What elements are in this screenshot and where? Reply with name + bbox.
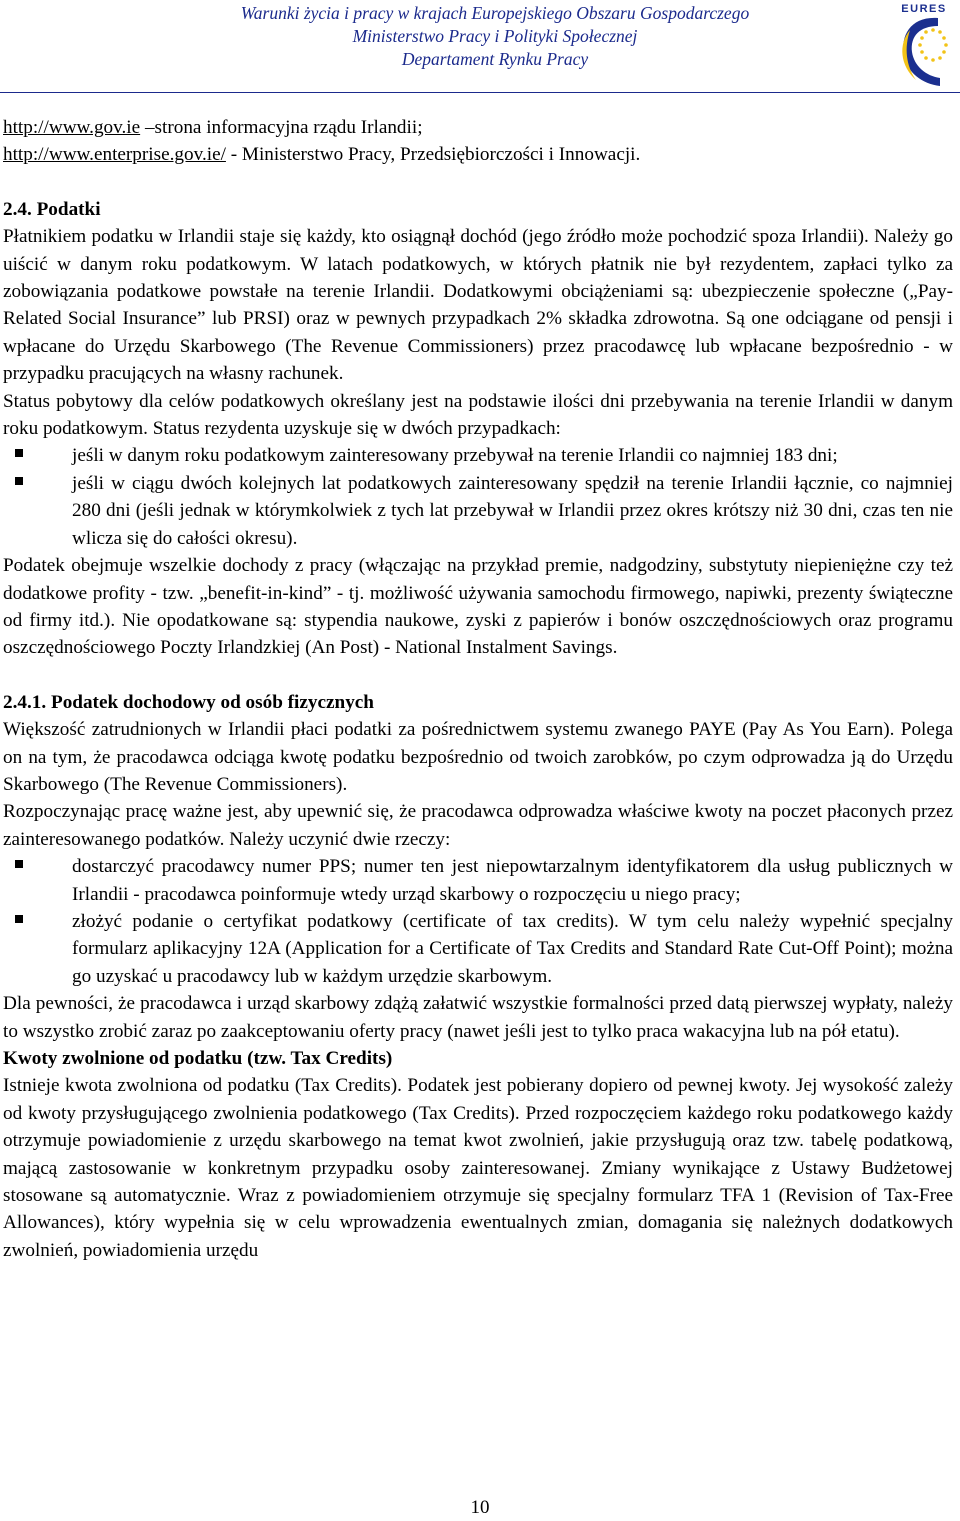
document-body bbox=[3, 114, 953, 1264]
square-bullet-icon bbox=[15, 860, 23, 868]
paragraph: Płatnikiem podatku w Irlandii staje się każdy, kto osiągnął dochód (jego źródło może pochodzić spoza Irlandii). Należy go uiścić w danym roku podatkowym. W latach podatkowych, w których płatnik nie był rezydentem, zapłaci tylko za zobowiązania podatkowe powstałe na terenie Irlandii. Dodatkowymi obciążeniami są: ubezpieczenie społeczne („Pay-Related Social Insurance” lub PRSI) oraz w pewnych przypadkach 2% składka zdrowotna. Są one odciągane od pensji i wpłacane do Urzędu Skarbowego (The Revenue Commissioners) przez pracodawcę lub wpłacane bezpośrednio - w przypadku pracujących na własny rachunek. bbox=[3, 226, 953, 385]
header-line-2: Ministerstwo Pracy i Polityki Społecznej bbox=[352, 26, 638, 46]
header-line-3: Departament Rynku Pracy bbox=[401, 49, 589, 69]
subsection-heading: Kwoty zwolnione od podatku (tzw. Tax Credits) bbox=[3, 1048, 393, 1069]
list-item: jeśli w danym roku podatkowym zainteresowany przebywał na terenie Irlandii co najmniej 183 dni; bbox=[72, 442, 953, 469]
section-heading: 2.4.1. Podatek dochodowy od osób fizycznych bbox=[3, 691, 374, 713]
paragraph: Dla pewności, że pracodawca i urząd skarbowy zdążą załatwić wszystkie formalności przed datą pierwszej wypłaty, należy to wszystko zrobić zaraz po zaakceptowaniu oferty pracy (nawet jeśli jest to tylko praca wakacyjna lub na pół etatu). bbox=[3, 993, 953, 1042]
logo-text: EURES bbox=[901, 3, 947, 15]
link-gov-ie[interactable]: http://www.gov.ie bbox=[3, 117, 141, 138]
bullet-list bbox=[3, 442, 953, 552]
eures-logo-icon bbox=[880, 0, 960, 92]
paragraph: Podatek obejmuje wszelkie dochody z pracy (włączając na przykład premie, nadgodziny, substytuty niepieniężne czy też dodatkowe profity - tzw. „benefit-in-kind” - tj. możliwość używania samochodu firmowego, napiwki, prezenty świąteczne od firmy itd.). Nie opodatkowane są: stypendia naukowe, zyski z papierów i bonów oszczędnościowych oraz programu oszczędnościowego Poczty Irlandzkiej (An Post) - National Instalment Savings. bbox=[3, 555, 953, 659]
link-line bbox=[3, 141, 953, 168]
page-number: 10 bbox=[470, 1497, 490, 1518]
list-item: złożyć podanie o certyfikat podatkowy (certificate of tax credits). W tym celu należy wypełnić specjalny formularz aplikacyjny 12A (Application for a Certificate of Tax Credits and Standard Rate Cut-Off Point); można go uzyskać u pracodawcy lub w każdym urzędzie skarbowym. bbox=[72, 908, 953, 990]
link-description: - Ministerstwo Pracy, Przedsiębiorczości i Innowacji. bbox=[225, 144, 641, 166]
list-item: dostarczyć pracodawcy numer PPS; numer ten jest niepowtarzalnym identyfikatorem dla usług publicznych w Irlandii - pracodawca poinformuje wtedy urząd skarbowy o rozpoczęciu u niego pracy; bbox=[72, 853, 953, 908]
link-enterprise-gov-ie[interactable]: http://www.enterprise.gov.ie/ bbox=[3, 144, 226, 166]
bullet-list bbox=[3, 853, 953, 990]
square-bullet-icon bbox=[15, 915, 23, 923]
paragraph: Istnieje kwota zwolniona od podatku (Tax Credits). Podatek jest pobierany dopiero od pewnej kwoty. Jej wysokość zależy od kwoty przysługującego zwolnienia podatkowego (Tax Credits). Przed rozpoczęciem każdego roku podatkowego każdy otrzymuje powiadomienie z urzędu skarbowego na temat kwot zwolnień, jakie przysługują oraz tzw. tabelę podatkową, mającą zastosowanie w konkretnym przypadku osoby zainteresowanej. Zmiany wynikające z Ustawy Budżetowej stosowane są automatycznie. Wraz z powiadomieniem otrzymuje się specjalny formularz TFA 1 (Revision of Tax-Free Allowances), który wypełnia się w celu wprowadzenia ewentualnych zmian, domagania się należnych dodatkowych zwolnień, powiadomienia urzędu bbox=[3, 1075, 953, 1261]
header-line-1: Warunki życia i pracy w krajach Europejskiego Obszaru Gospodarczego bbox=[240, 3, 750, 23]
square-bullet-icon bbox=[15, 477, 23, 485]
link-description: –strona informacyjna rządu Irlandii; bbox=[140, 117, 423, 138]
section-heading: 2.4. Podatki bbox=[3, 198, 101, 220]
paragraph: Rozpoczynając pracę ważne jest, aby upewnić się, że pracodawca odprowadza właściwe kwoty na poczet płaconych przez zainteresowanego podatków. Należy uczynić dwie rzeczy: bbox=[3, 801, 953, 850]
list-item: jeśli w ciągu dwóch kolejnych lat podatkowych zainteresowany spędził na terenie Irlandii łącznie, co najmniej 280 dni (jeśli jednak w którymkolwiek z tych lat przebywał w Irlandii przez okres krótszy niż 30 dni, czas ten nie wlicza się do całości okresu). bbox=[72, 470, 953, 552]
square-bullet-icon bbox=[15, 449, 23, 457]
paragraph: Status pobytowy dla celów podatkowych określany jest na podstawie ilości dni przebywania na terenie Irlandii w danym roku podatkowym. Status rezydenta uzyskuje się w dwóch przypadkach: bbox=[3, 390, 953, 440]
link-line bbox=[3, 114, 953, 141]
page-header bbox=[0, 0, 960, 96]
paragraph: Większość zatrudnionych w Irlandii płaci podatki za pośrednictwem systemu zwanego PAYE (Pay As You Earn). Polega on na tym, że pracodawca odciąga kwotę podatku bezpośrednio od twoich zarobków, po czym odprowadza ją do Urzędu Skarbowego (The Revenue Commissioners). bbox=[3, 719, 953, 795]
header-rule bbox=[0, 92, 960, 93]
header-text bbox=[110, 2, 880, 71]
